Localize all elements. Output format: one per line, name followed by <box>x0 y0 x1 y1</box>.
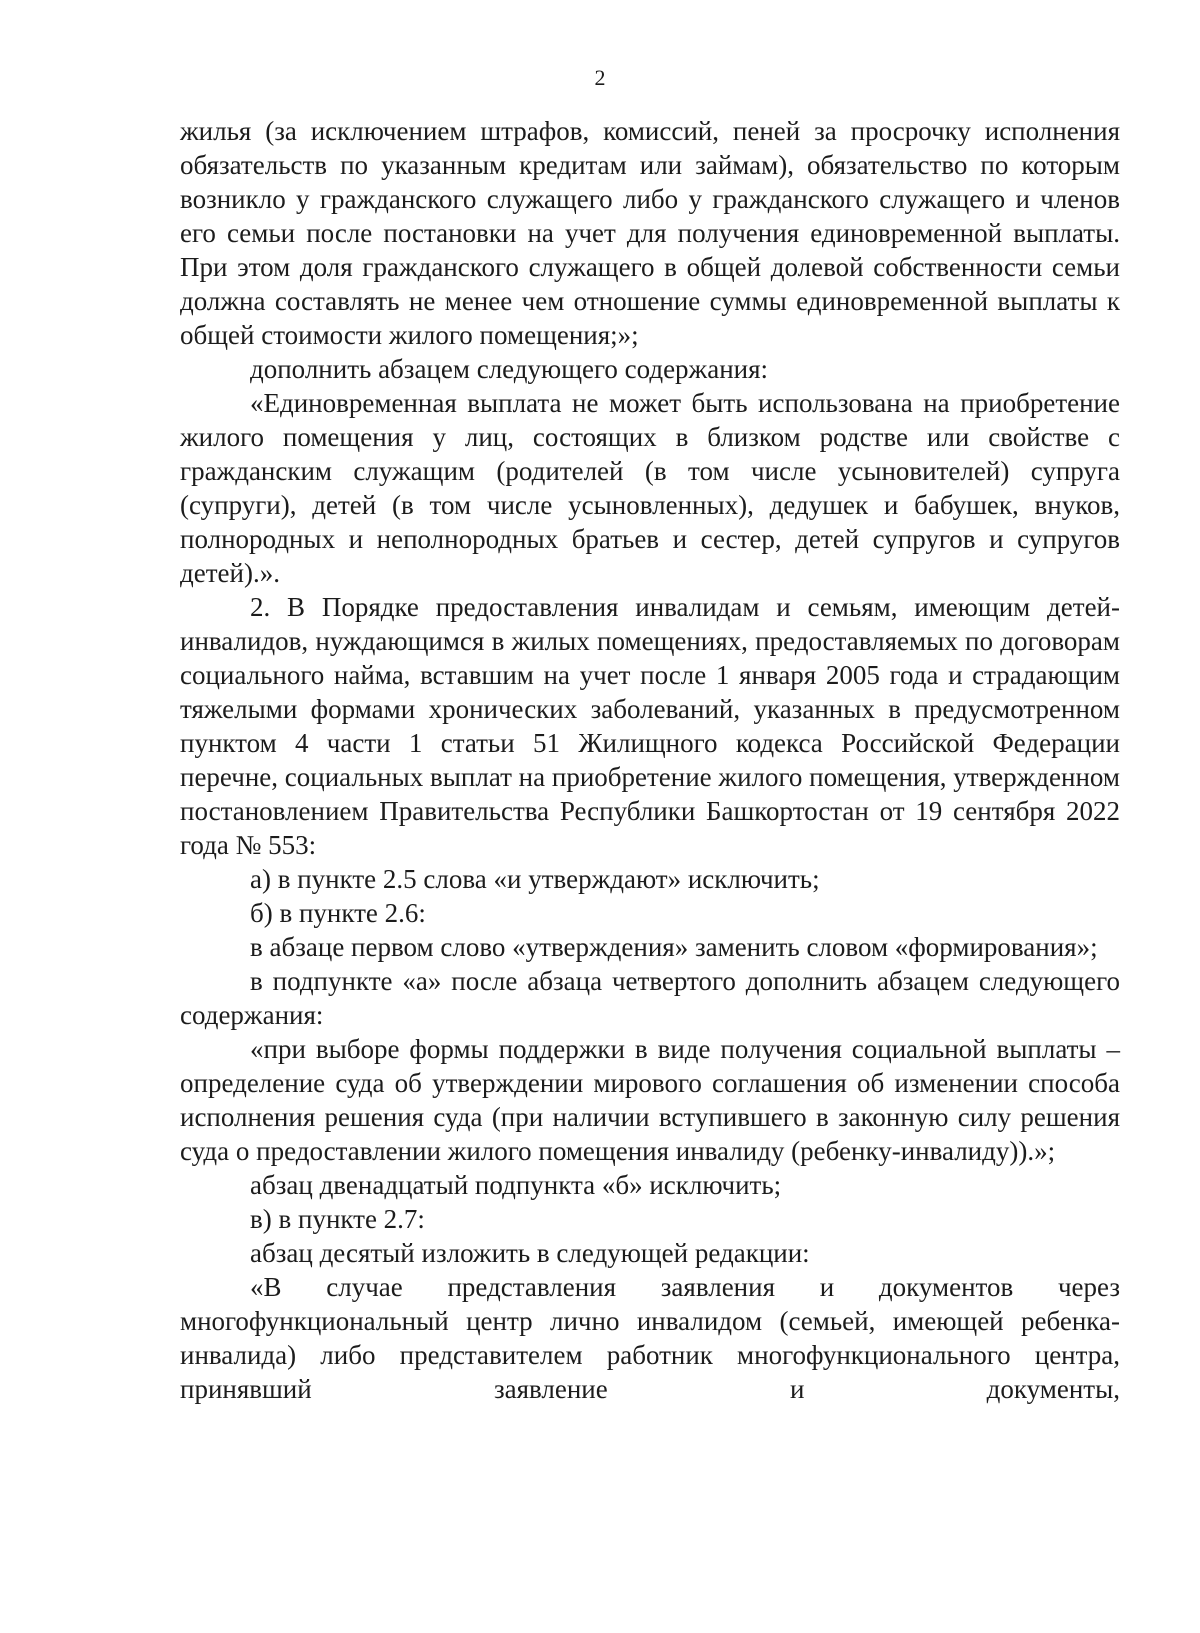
paragraph-add-clause: дополнить абзацем следующего содержания: <box>250 354 769 384</box>
paragraph-quoted-mfc: «В случае представления заявления и документов через многофункциональный центр лично инвалидом (семьей, имеющей ребенка-инвалида) либо представителем работник многофункционального центра, принявший заявление и документы, <box>180 1272 1120 1404</box>
document-body <box>180 114 1120 1406</box>
paragraph-tenth-abzac: абзац десятый изложить в следующей редакции: <box>250 1238 810 1268</box>
paragraph-quoted-support: «при выборе формы поддержки в виде получения социальной выплаты – определение суда об утверждении мирового соглашения об изменении способа исполнения решения суда (при наличии вступившего в законную силу решения суда о предоставлении жилого помещения инвалиду (ребенку-инвалиду)).»; <box>180 1034 1120 1166</box>
paragraph-subitem-v: в) в пункте 2.7: <box>250 1204 425 1234</box>
paragraph-twelfth-abzac: абзац двенадцатый подпункта «б» исключить; <box>250 1170 782 1200</box>
paragraph-item-2: 2. В Порядке предоставления инвалидам и семьям, имеющим детей-инвалидов, нуждающимся в жилых помещениях, предоставляемых по договорам социального найма, вставшим на учет после 1 января 2005 года и страдающим тяжелыми формами хронических заболеваний, указанных в предусмотренном пунктом 4 части 1 статьи 51 Жилищного кодекса Российской Федерации перечне, социальных выплат на приобретение жилого помещения, утвержденном постановлением Правительства Республики Башкортостан от 19 сентября 2022 года № 553: <box>180 592 1120 860</box>
paragraph-first-abzac: в абзаце первом слово «утверждения» заменить словом «формирования»; <box>250 932 1098 962</box>
paragraph-subitem-b: б) в пункте 2.6: <box>250 898 426 928</box>
paragraph-quoted-clause: «Единовременная выплата не может быть использована на приобретение жилого помещения у лиц, состоящих в близком родстве или свойстве с гражданским служащим (родителей (в том числе усыновителей) супруга (супруги), детей (в том числе усыновленных), дедушек и бабушек, внуков, полнородных и неполнородных братьев и сестер, детей супругов и супругов детей).». <box>180 388 1120 588</box>
paragraph-subpoint-a: в подпункте «а» после абзаца четвертого дополнить абзацем следующего содержания: <box>180 966 1120 1030</box>
page-number: 2 <box>594 65 606 90</box>
paragraph-continuation: жилья (за исключением штрафов, комиссий, пеней за просрочку исполнения обязательств по указанным кредитам или займам), обязательство по которым возникло у гражданского служащего либо у гражданского служащего и членов его семьи после постановки на учет для получения единовременной выплаты. При этом доля гражданского служащего в общей долевой собственности семьи должна составлять не менее чем отношение суммы единовременной выплаты к общей стоимости жилого помещения;»; <box>180 116 1120 350</box>
paragraph-subitem-a: а) в пункте 2.5 слова «и утверждают» исключить; <box>250 864 820 894</box>
